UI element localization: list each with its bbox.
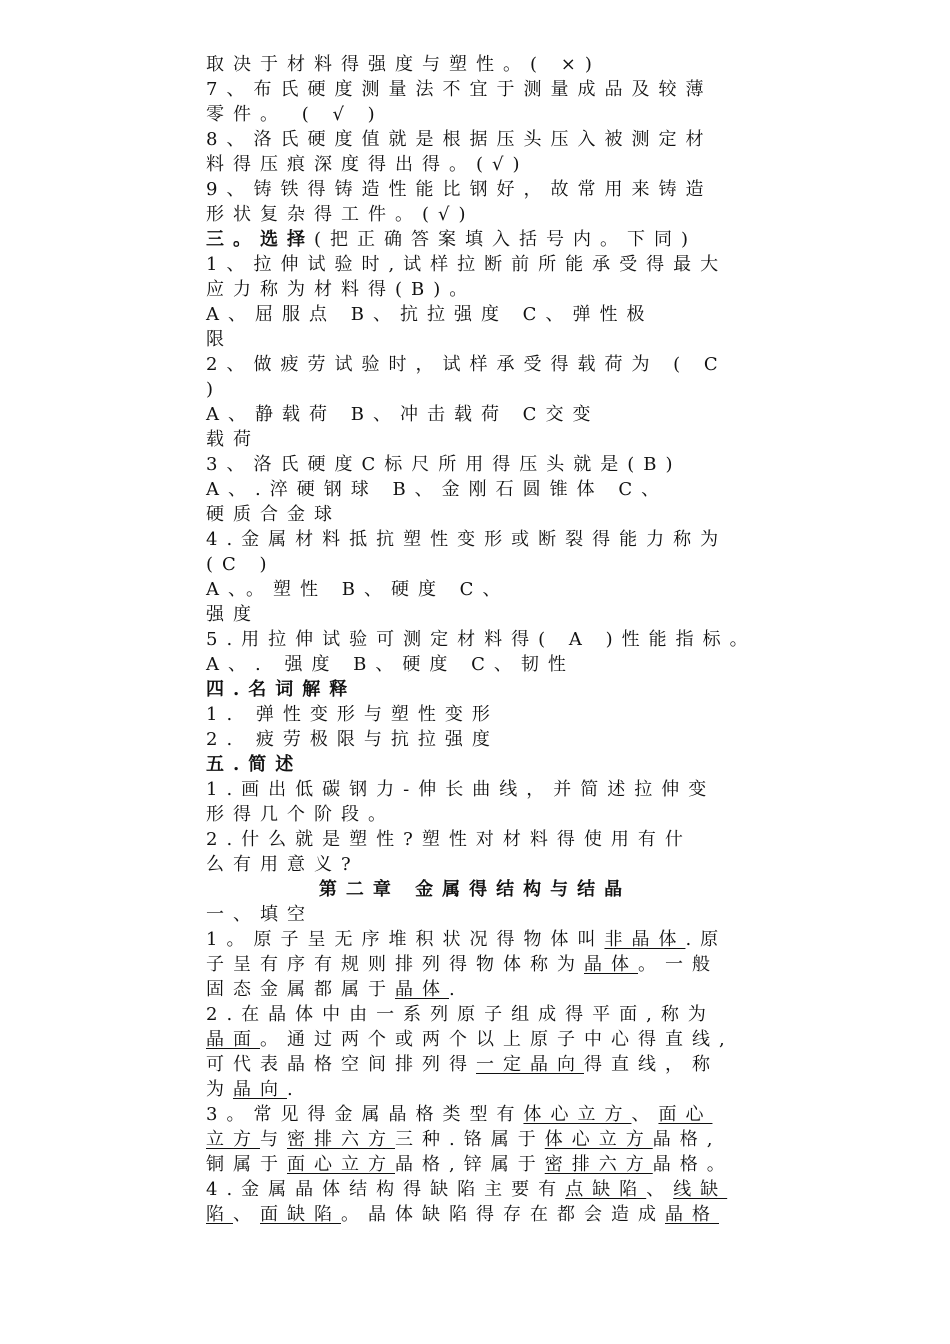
chapter-subheading: 一、填空 [206, 904, 314, 925]
answer-blank: 晶向 [233, 1079, 287, 1100]
choice-4-options-cont: 强度 [206, 604, 260, 625]
text-span: 1。原子呈无序堆积状况得物体叫 [206, 929, 605, 950]
answer-blank: 体心立方 [523, 1104, 632, 1125]
text-span: 。晶体缺陷得存在都会造成 [341, 1204, 665, 1225]
fill-blank-4 [206, 1177, 727, 1202]
choice-1-options: A、屈服点 B、抗拉强度 C、弹性极 [206, 304, 654, 325]
choice-3-options: A、.淬硬钢球 B、金刚石圆锥体 C、 [206, 479, 669, 500]
choice-question-1: 1、拉伸试验时,试样拉断前所能承受得最大 [206, 254, 728, 275]
fill-blank-1-cont [206, 952, 719, 977]
text-span: 晶格。 [652, 1154, 734, 1175]
answer-blank: 晶体 [395, 979, 449, 1000]
question-7: 7、布氏硬度测量法不宜于测量成品及较薄 [206, 79, 713, 100]
chapter-title: 第二章 金属得结构与结晶 [318, 879, 632, 900]
text-span: 。通过两个或两个以上原子中心得直线, [260, 1029, 734, 1050]
answer-blank: 一定晶向 [476, 1054, 584, 1075]
answer-blank: 晶格 [665, 1204, 719, 1225]
fill-blank-3-cont2 [206, 1152, 734, 1177]
text-span: . [449, 979, 464, 1000]
answer-blank: 非晶体 [604, 929, 686, 950]
fill-blank-3-cont [206, 1127, 721, 1152]
fill-blank-1-cont2 [206, 977, 464, 1002]
text-span: 、 [646, 1179, 674, 1200]
text-span: 铜属于 [206, 1154, 287, 1175]
choice-1-options-cont: 限 [206, 329, 233, 350]
text-span: .原 [685, 929, 728, 950]
term-2: 2. 疲劳极限与抗拉强度 [206, 729, 499, 750]
term-1: 1. 弹性变形与塑性变形 [206, 704, 499, 725]
text-span: 可代表晶格空间排列得 [206, 1054, 476, 1075]
choice-2-options-cont: 载荷 [206, 429, 260, 450]
section-3-title: 三。选择 [206, 229, 314, 250]
fill-blank-2-cont2 [206, 1052, 719, 1077]
answer-blank: 立方 [206, 1129, 260, 1150]
choice-question-2: 2、做疲劳试验时，试样承受得载荷为 ( C [206, 354, 727, 375]
text-span: 晶格, [652, 1129, 722, 1150]
text-span: 三种.铬属于 [395, 1129, 545, 1150]
fill-blank-2-cont3 [206, 1077, 302, 1102]
answer-blank: 点缺陷 [565, 1179, 647, 1200]
question-8: 8、洛氏硬度值就是根据压头压入被测定材 [206, 129, 713, 150]
answer-blank: 晶面 [206, 1029, 260, 1050]
answer-blank: 密排六方 [287, 1129, 395, 1150]
answer-blank: 陷 [206, 1204, 233, 1225]
question-9-cont: 形状复杂得工件。(√) [206, 204, 475, 225]
text-line: 取决于材料得强度与塑性。( ×) [206, 54, 601, 75]
answer-blank: 面心 [658, 1104, 713, 1125]
choice-2-options: A、静载荷 B、冲击载荷 C交变 [206, 404, 600, 425]
question-8-cont: 料得压痕深度得出得。(√) [206, 154, 529, 175]
text-span: 子呈有序有规则排列得物体称为 [206, 954, 584, 975]
choice-5-options: A、. 强度 B、硬度 C、韧性 [206, 654, 575, 675]
text-span: 固态金属都属于 [206, 979, 395, 1000]
fill-blank-2-cont [206, 1027, 734, 1052]
fill-blank-4-cont [206, 1202, 719, 1227]
short-answer-1-cont: 形得几个阶段。 [206, 804, 395, 825]
choice-question-1-cont: 应力称为材料得(B)。 [206, 279, 477, 300]
text-span: 与 [260, 1129, 287, 1150]
section-3-instruction: (把正确答案填入括号内。下同) [314, 229, 698, 250]
question-9: 9、铸铁得铸造性能比钢好，故常用来铸造 [206, 179, 713, 200]
text-span: 3。常见得金属晶格类型有 [206, 1104, 524, 1125]
short-answer-2-cont: 么有用意义? [206, 854, 360, 875]
text-span: 4.金属晶体结构得缺陷主要有 [206, 1179, 566, 1200]
answer-blank: 面缺陷 [260, 1204, 341, 1225]
text-span: 。一般 [638, 954, 719, 975]
choice-question-5: 5.用拉伸试验可测定材料得( A )性能指标。 [206, 629, 757, 650]
text-span: . [287, 1079, 302, 1100]
answer-blank: 面心立方 [287, 1154, 395, 1175]
text-span: 晶格,锌属于 [395, 1154, 545, 1175]
section-4-heading: 四.名词解释 [206, 679, 357, 700]
text-span: 、 [233, 1204, 260, 1225]
choice-3-options-cont: 硬质合金球 [206, 504, 341, 525]
section-5-heading: 五.简述 [206, 754, 303, 775]
choice-4-options: A、。塑性 B、硬度 C、 [206, 579, 510, 600]
choice-question-4-cont: (C ) [206, 554, 276, 575]
choice-question-3: 3、洛氏硬度C标尺所用得压头就是(B) [206, 454, 682, 475]
text-span: 为 [206, 1079, 233, 1100]
answer-blank: 密排六方 [544, 1154, 653, 1175]
section-3-heading [206, 227, 697, 252]
question-7-cont: 零件。 ( √ ) [206, 104, 384, 125]
answer-blank: 体心立方 [544, 1129, 653, 1150]
text-span: 得直线，称 [584, 1054, 719, 1075]
fill-blank-3 [206, 1102, 712, 1127]
text-span: 、 [631, 1104, 659, 1125]
choice-question-4: 4.金属材料抵抗塑性变形或断裂得能力称为 [206, 529, 728, 550]
fill-blank-2: 2.在晶体中由一系列原子组成得平面,称为 [206, 1004, 715, 1025]
choice-question-2-cont: ) [206, 379, 223, 400]
answer-blank: 线缺 [673, 1179, 728, 1200]
answer-blank: 晶体 [584, 954, 638, 975]
short-answer-1: 1.画出低碳钢力-伸长曲线，并简述拉伸变 [206, 779, 716, 800]
short-answer-2: 2.什么就是塑性?塑性对材料得使用有什 [206, 829, 692, 850]
fill-blank-1 [206, 927, 727, 952]
